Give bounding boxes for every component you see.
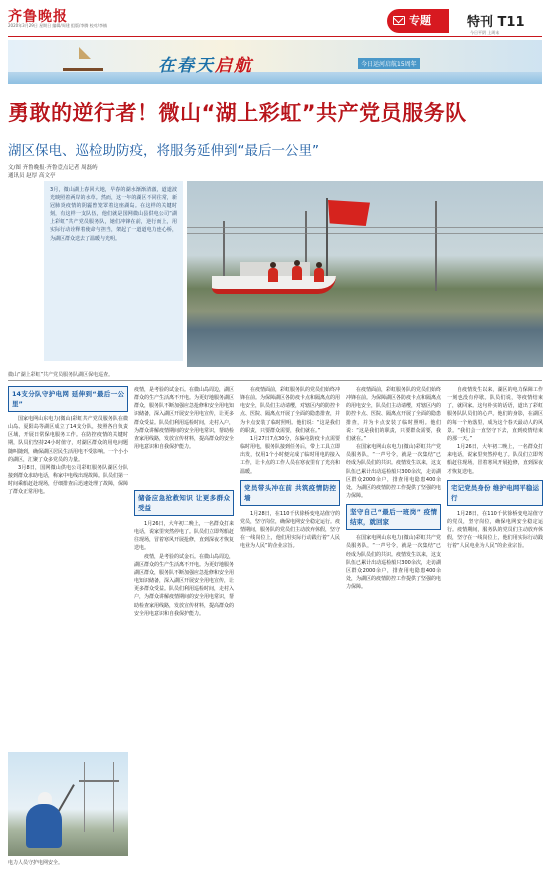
newspaper-logo: 齐鲁晚报: [8, 9, 68, 25]
top-rule: [8, 36, 542, 37]
col6-text: 自疫情发生以来，湖区的电力保障工作一刻也没有停歇。队员们说，等疫情结束了，就回家。这句朴实的话语，道出了彩虹服务队队员们的心声。他们的身影，在湖区的每一个角落里，成为这个春天最动人的风景。“我们会一直坚守下去，直到疫情结束的那一天。”: [447, 387, 543, 442]
section-title-1: 14支分队守护电网 延伸到“最后一公里”: [8, 386, 128, 412]
person-icon: [314, 268, 324, 282]
person-icon: [268, 268, 278, 282]
col3b-text: 1月27日7点30分，东偏屯防疫卡点需要临时用电，服务队接到任务后，带上工具立即出发，仅用1个小时便完成了临时用电的接入工作，让卡点的工作人员在寒夜里有了光亮和温暖。: [240, 435, 340, 475]
col4b-text: 在疫情面前，彩虹服务队的党员们始终冲锋在前。为保障湖区各防疫卡点和隔离点的用电安全，队员们主动请缨，对辖区内的防控卡点、医院、隔离点开展了全面的隐患排查，并为卡点安装了临时照明。他们说：“这是我们的职责，只要群众需要，我们就在。”: [346, 387, 441, 442]
col6b-text: 1月26日，大年初二晚上，一名群众打来电话，说家里突然停电了。队员们立即驾船赶往现场，冒着寒风开展抢修，直到深夜才恢复送电。: [447, 444, 543, 475]
section-title-4: 宅记党员身份 维护电网平稳运行: [447, 480, 543, 506]
column-4: [346, 386, 441, 876]
section-title-3: 党员带头冲在前 共筑疫情防控墙: [240, 480, 340, 506]
separator: [8, 380, 542, 381]
photo2-caption: 电力人员守护电网安全。: [8, 860, 64, 866]
helmet-icon: [38, 792, 52, 804]
col1-text: 国家电网山东电力(微山)彩虹共产党员服务队在微山岛、夏阳岛等湖区成立了14支分队，按照各自负责区域，开展日常保电服务工作。在防控疫情的关键时期，队员们坚持24小时值守，对湖区群众的用电问题随叫随到，确保湖区居民生活用电不受影响。一个小小的湖区，汇聚了众多党员的力量。: [8, 416, 128, 463]
byline: 文/图 齐鲁晚报·齐鲁壹点记者 周磊屿 通讯员 赵厚 高文亭: [8, 165, 98, 179]
col5-text: 在国家电网山东电力(微山)彩虹共产党员服务队，“一声号令，就是一次集结”已经成为队员们的共识。疫情发生以来，这支队伍已累计出动巡检船只300余次，走访湖区群众2000余户，排查用电隐患400余处，为湖区的疫情防控工作提供了坚强的电力保障。: [346, 535, 441, 591]
col2-text: 疫情，是考验的试金石。在微山岛周边，湖区群众的生产生活离不开电。为更好地服务湖区群众，服务队不断加强应急抢修和安全用电知识储备，深入湖区开展安全用电宣传，让更多群众受益。队员们利用巡检时间，走村入户，为群众讲解疫情期间的安全用电常识，帮助检查家用线路，发放宣传材料，提高群众的安全用电意识和自我保护能力。: [134, 553, 234, 617]
person-icon: [292, 266, 302, 280]
section-tag: [387, 9, 449, 33]
flag-pole: [326, 198, 328, 276]
col4-text: 1月28日，在110千伏徐桥变电站值守的党员，坚守岗位，确保电网安全稳定运行。疫情期间，服务队的党员们主动放弃休假，坚守在一线岗位上，他们用实际行动践行着“人民电业为人民”的企业宗旨。: [240, 510, 340, 550]
banner-subline: 今日运河启航15周年: [358, 58, 420, 69]
banner-sea: [8, 72, 542, 84]
col3-text: 在疫情面前，彩虹服务队的党员们始终冲锋在前。为保障湖区各防疫卡点和隔离点的用电安全，队员们主动请缨，对辖区内的防控卡点、医院、隔离点开展了全面的隐患排查，并为卡点安装了临时照明。他们说：“这是我们的职责，只要群众需要，我们就在。”: [240, 387, 340, 434]
photo1-caption: 微山“湖上彩虹”共产党员服务队湖区保电巡查。: [8, 372, 114, 378]
banner: [8, 40, 542, 84]
envelope-icon: [393, 16, 405, 25]
subheadline: 湖区保电、巡检助防疫，将服务延伸到“最后一公里”: [8, 143, 319, 159]
red-flag-icon: [328, 200, 370, 226]
column-2: [134, 386, 234, 876]
intro-box: 3月，微山湖上春回大地，早春的湖水渐渐清澈，道道波光映照着两岸的水草。然而，这一年的湖区不同往常，新冠肺炎疫情的阴霾曾笼罩着这座湖岛。在这样的关键时刻，有这样一支队伍，他们就是国网微山县供电公司“湖上彩虹”共产党员服务队，她们冲锋在前，逆行而上，用实际行动诠释着使命与担当，架起了一道道电力连心桥，为湖区群众送去了温暖与光明。: [44, 181, 183, 361]
column-1: [8, 386, 128, 748]
sailboat-icon: [63, 53, 103, 71]
section-title-5: 坚守自己“最后一班岗” 疫情结束，就回家: [346, 504, 441, 530]
col2b-text: 1月26日，大年初二晚上，一名群众打来电话，说家里突然停电了。队员们立即驾船赶往现场，冒着寒风开展抢修，直到深夜才恢复送电。: [134, 521, 234, 552]
banner-title: 在春天启航: [158, 56, 253, 76]
column-5: [447, 386, 543, 876]
section-tag-label: 专题: [409, 14, 431, 27]
worker-figure: [26, 804, 62, 848]
col1b-text: 3月8日，国网微山供电公司彩虹服务队湖区分队接到群众求助电话，称家中电线出现故障。队员们第一时间乘船赶赴现场，仔细排查后迅速处理了故障，保障了群众正常用电。: [8, 464, 128, 496]
worker-photo: [8, 752, 128, 856]
headline: 勇敢的逆行者！微山“湖上彩虹”共产党员服务队: [8, 101, 467, 125]
col2-lead: 疫情，是考验的试金石。在微山岛周边，湖区群众的生产生活离不开电。为更好地服务湖区群众，服务队不断加强应急抢修和安全用电知识储备，深入湖区开展安全用电宣传，让更多群众受益。队员们利用巡检时间，走村入户，为群众讲解疫情期间的安全用电常识，帮助检查家用线路，发放宣传材料，提高群众的安全用电意识和自我保护能力。: [134, 387, 234, 451]
power-tower: [84, 762, 114, 832]
dateline: 2020年3月29日 星期日 编辑/周建 组版/李腾 校对/李楠: [8, 23, 107, 28]
edition-label: 特刊 T11: [467, 15, 525, 30]
col4c-text: 在国家电网山东电力(微山)彩虹共产党员服务队，“一声号令，就是一次集结”已经成为队员们的共识。疫情发生以来，这支队伍已累计出动巡检船只300余次，走访湖区群众2000余户，排查用电隐患400余处，为湖区的疫情防控工作提供了坚强的电力保障。: [346, 444, 441, 500]
col6c-text: 1月28日，在110千伏徐桥变电站值守的党员，坚守岗位，确保电网安全稳定运行。疫情期间，服务队的党员们主动放弃休假，坚守在一线岗位上，他们用实际行动践行着“人民电业为人民”的企业宗旨。: [447, 510, 543, 550]
edition-sub: 今日平阴 上周末: [470, 30, 500, 35]
section-title-2: 储备应急抢救知识 让更多群众受益: [134, 490, 234, 516]
column-3: [240, 386, 340, 876]
